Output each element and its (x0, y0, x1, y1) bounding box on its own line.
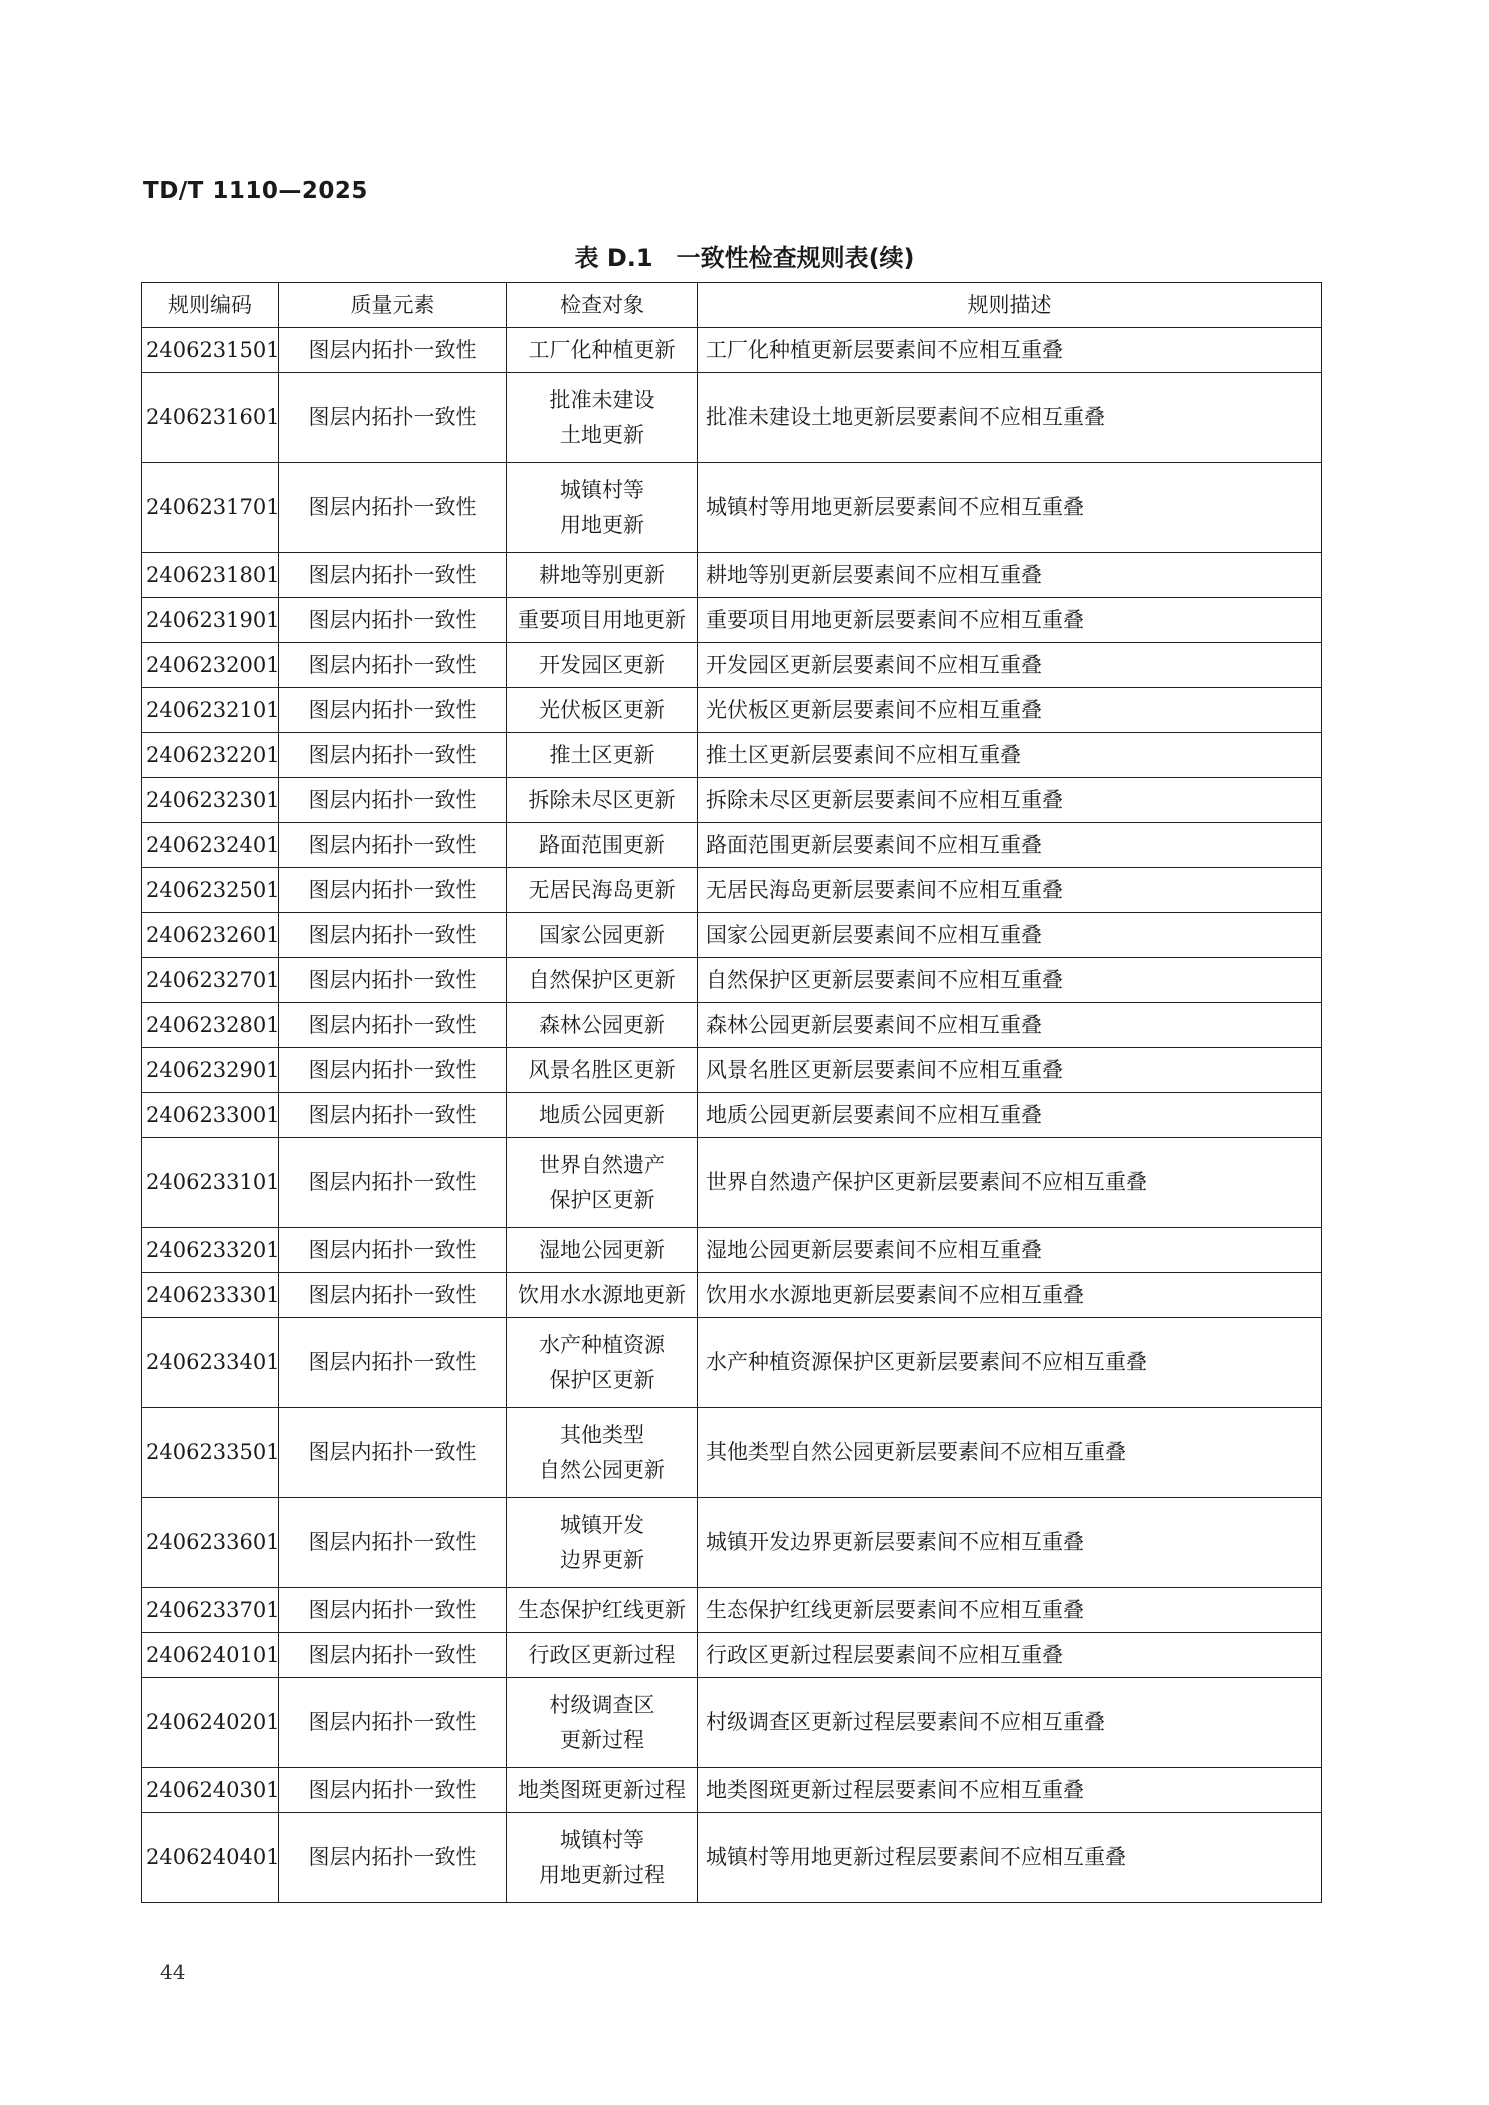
check-target-cell: 地质公园更新 (507, 1093, 698, 1138)
check-target-cell: 其他类型 自然公园更新 (507, 1408, 698, 1498)
table-row (142, 868, 1322, 913)
table-row (142, 1498, 1322, 1588)
quality-element-cell: 图层内拓扑一致性 (279, 463, 507, 553)
rule-description-cell: 风景名胜区更新层要素间不应相互重叠 (698, 1048, 1322, 1093)
table-row (142, 1588, 1322, 1633)
rule-code-cell: 2406233301 (142, 1273, 279, 1318)
rule-code-cell: 2406240301 (142, 1768, 279, 1813)
table-title: 表 D.1 一致性检查规则表(续) (574, 244, 915, 272)
check-target-cell: 光伏板区更新 (507, 688, 698, 733)
header-quality-element: 质量元素 (279, 283, 507, 328)
header-rule-description: 规则描述 (698, 283, 1322, 328)
table-row (142, 1003, 1322, 1048)
table-row (142, 1318, 1322, 1408)
table-row (142, 1813, 1322, 1903)
quality-element-cell: 图层内拓扑一致性 (279, 1768, 507, 1813)
rule-code-cell: 2406233601 (142, 1498, 279, 1588)
quality-element-cell: 图层内拓扑一致性 (279, 1498, 507, 1588)
check-target-cell: 世界自然遗产 保护区更新 (507, 1138, 698, 1228)
rule-description-cell: 地质公园更新层要素间不应相互重叠 (698, 1093, 1322, 1138)
rule-code-cell: 2406231801 (142, 553, 279, 598)
quality-element-cell: 图层内拓扑一致性 (279, 1048, 507, 1093)
rule-description-cell: 批准未建设土地更新层要素间不应相互重叠 (698, 373, 1322, 463)
rule-description-cell: 地类图斑更新过程层要素间不应相互重叠 (698, 1768, 1322, 1813)
check-target-cell: 地类图斑更新过程 (507, 1768, 698, 1813)
table-row (142, 823, 1322, 868)
rule-code-cell: 2406233401 (142, 1318, 279, 1408)
check-target-cell: 自然保护区更新 (507, 958, 698, 1003)
rule-code-cell: 2406232701 (142, 958, 279, 1003)
quality-element-cell: 图层内拓扑一致性 (279, 1408, 507, 1498)
rule-code-cell: 2406232901 (142, 1048, 279, 1093)
check-target-cell: 城镇村等 用地更新 (507, 463, 698, 553)
rule-description-cell: 其他类型自然公园更新层要素间不应相互重叠 (698, 1408, 1322, 1498)
quality-element-cell: 图层内拓扑一致性 (279, 328, 507, 373)
quality-element-cell: 图层内拓扑一致性 (279, 958, 507, 1003)
rule-description-cell: 村级调查区更新过程层要素间不应相互重叠 (698, 1678, 1322, 1768)
rule-description-cell: 推土区更新层要素间不应相互重叠 (698, 733, 1322, 778)
table-row (142, 553, 1322, 598)
check-target-cell: 水产种植资源 保护区更新 (507, 1318, 698, 1408)
check-target-cell: 生态保护红线更新 (507, 1588, 698, 1633)
rule-description-cell: 重要项目用地更新层要素间不应相互重叠 (698, 598, 1322, 643)
rule-code-cell: 2406231601 (142, 373, 279, 463)
table-row (142, 643, 1322, 688)
rule-description-cell: 生态保护红线更新层要素间不应相互重叠 (698, 1588, 1322, 1633)
check-target-cell: 路面范围更新 (507, 823, 698, 868)
quality-element-cell: 图层内拓扑一致性 (279, 823, 507, 868)
table-row (142, 1138, 1322, 1228)
rule-description-cell: 城镇村等用地更新过程层要素间不应相互重叠 (698, 1813, 1322, 1903)
table-row (142, 958, 1322, 1003)
rule-code-cell: 2406232601 (142, 913, 279, 958)
table-row (142, 598, 1322, 643)
rule-description-cell: 水产种植资源保护区更新层要素间不应相互重叠 (698, 1318, 1322, 1408)
rule-code-cell: 2406232101 (142, 688, 279, 733)
table-row (142, 688, 1322, 733)
rule-code-cell: 2406240201 (142, 1678, 279, 1768)
standard-code: TD/T 1110—2025 (143, 178, 368, 204)
quality-element-cell: 图层内拓扑一致性 (279, 1003, 507, 1048)
table-row (142, 1408, 1322, 1498)
rule-description-cell: 路面范围更新层要素间不应相互重叠 (698, 823, 1322, 868)
rule-code-cell: 2406240101 (142, 1633, 279, 1678)
quality-element-cell: 图层内拓扑一致性 (279, 868, 507, 913)
table-row (142, 1048, 1322, 1093)
check-target-cell: 城镇村等 用地更新过程 (507, 1813, 698, 1903)
rule-code-cell: 2406232501 (142, 868, 279, 913)
rule-description-cell: 世界自然遗产保护区更新层要素间不应相互重叠 (698, 1138, 1322, 1228)
rule-description-cell: 光伏板区更新层要素间不应相互重叠 (698, 688, 1322, 733)
rule-code-cell: 2406231901 (142, 598, 279, 643)
quality-element-cell: 图层内拓扑一致性 (279, 1093, 507, 1138)
quality-element-cell: 图层内拓扑一致性 (279, 733, 507, 778)
table-row (142, 1633, 1322, 1678)
table-row (142, 1228, 1322, 1273)
quality-element-cell: 图层内拓扑一致性 (279, 598, 507, 643)
rule-code-cell: 2406232001 (142, 643, 279, 688)
rule-description-cell: 耕地等别更新层要素间不应相互重叠 (698, 553, 1322, 598)
table-row (142, 373, 1322, 463)
rule-code-cell: 2406232801 (142, 1003, 279, 1048)
table-row (142, 1768, 1322, 1813)
quality-element-cell: 图层内拓扑一致性 (279, 1228, 507, 1273)
check-target-cell: 耕地等别更新 (507, 553, 698, 598)
table-header-row (142, 283, 1322, 328)
rule-code-cell: 2406231701 (142, 463, 279, 553)
table-row (142, 1093, 1322, 1138)
rule-description-cell: 城镇开发边界更新层要素间不应相互重叠 (698, 1498, 1322, 1588)
rule-description-cell: 无居民海岛更新层要素间不应相互重叠 (698, 868, 1322, 913)
page-number: 44 (160, 1960, 186, 1984)
quality-element-cell: 图层内拓扑一致性 (279, 1588, 507, 1633)
rule-code-cell: 2406240401 (142, 1813, 279, 1903)
table-row (142, 328, 1322, 373)
header-rule-code: 规则编码 (142, 283, 279, 328)
quality-element-cell: 图层内拓扑一致性 (279, 373, 507, 463)
check-target-cell: 推土区更新 (507, 733, 698, 778)
header-check-target: 检查对象 (507, 283, 698, 328)
check-target-cell: 批准未建设 土地更新 (507, 373, 698, 463)
rule-code-cell: 2406233001 (142, 1093, 279, 1138)
rule-description-cell: 工厂化种植更新层要素间不应相互重叠 (698, 328, 1322, 373)
check-target-cell: 饮用水水源地更新 (507, 1273, 698, 1318)
check-target-cell: 城镇开发 边界更新 (507, 1498, 698, 1588)
table-row (142, 1273, 1322, 1318)
check-target-cell: 行政区更新过程 (507, 1633, 698, 1678)
rule-code-cell: 2406233101 (142, 1138, 279, 1228)
quality-element-cell: 图层内拓扑一致性 (279, 1273, 507, 1318)
quality-element-cell: 图层内拓扑一致性 (279, 913, 507, 958)
check-target-cell: 森林公园更新 (507, 1003, 698, 1048)
check-target-cell: 村级调查区 更新过程 (507, 1678, 698, 1768)
check-target-cell: 重要项目用地更新 (507, 598, 698, 643)
rules-table (141, 282, 1322, 1903)
check-target-cell: 湿地公园更新 (507, 1228, 698, 1273)
rule-description-cell: 城镇村等用地更新层要素间不应相互重叠 (698, 463, 1322, 553)
quality-element-cell: 图层内拓扑一致性 (279, 1318, 507, 1408)
rule-code-cell: 2406231501 (142, 328, 279, 373)
quality-element-cell: 图层内拓扑一致性 (279, 1813, 507, 1903)
rule-code-cell: 2406232301 (142, 778, 279, 823)
rule-code-cell: 2406233201 (142, 1228, 279, 1273)
check-target-cell: 拆除未尽区更新 (507, 778, 698, 823)
table-row (142, 778, 1322, 823)
quality-element-cell: 图层内拓扑一致性 (279, 778, 507, 823)
check-target-cell: 工厂化种植更新 (507, 328, 698, 373)
table-row (142, 733, 1322, 778)
table-row (142, 463, 1322, 553)
rule-description-cell: 国家公园更新层要素间不应相互重叠 (698, 913, 1322, 958)
rule-description-cell: 行政区更新过程层要素间不应相互重叠 (698, 1633, 1322, 1678)
table-row (142, 1678, 1322, 1768)
rule-code-cell: 2406233701 (142, 1588, 279, 1633)
check-target-cell: 风景名胜区更新 (507, 1048, 698, 1093)
rule-description-cell: 饮用水水源地更新层要素间不应相互重叠 (698, 1273, 1322, 1318)
quality-element-cell: 图层内拓扑一致性 (279, 553, 507, 598)
quality-element-cell: 图层内拓扑一致性 (279, 1678, 507, 1768)
quality-element-cell: 图层内拓扑一致性 (279, 688, 507, 733)
table-body (142, 328, 1322, 1903)
rule-description-cell: 森林公园更新层要素间不应相互重叠 (698, 1003, 1322, 1048)
rule-code-cell: 2406232401 (142, 823, 279, 868)
rule-code-cell: 2406233501 (142, 1408, 279, 1498)
check-target-cell: 无居民海岛更新 (507, 868, 698, 913)
check-target-cell: 国家公园更新 (507, 913, 698, 958)
rule-code-cell: 2406232201 (142, 733, 279, 778)
quality-element-cell: 图层内拓扑一致性 (279, 643, 507, 688)
rule-description-cell: 湿地公园更新层要素间不应相互重叠 (698, 1228, 1322, 1273)
check-target-cell: 开发园区更新 (507, 643, 698, 688)
table-row (142, 913, 1322, 958)
quality-element-cell: 图层内拓扑一致性 (279, 1138, 507, 1228)
rule-description-cell: 自然保护区更新层要素间不应相互重叠 (698, 958, 1322, 1003)
rule-description-cell: 开发园区更新层要素间不应相互重叠 (698, 643, 1322, 688)
quality-element-cell: 图层内拓扑一致性 (279, 1633, 507, 1678)
rule-description-cell: 拆除未尽区更新层要素间不应相互重叠 (698, 778, 1322, 823)
